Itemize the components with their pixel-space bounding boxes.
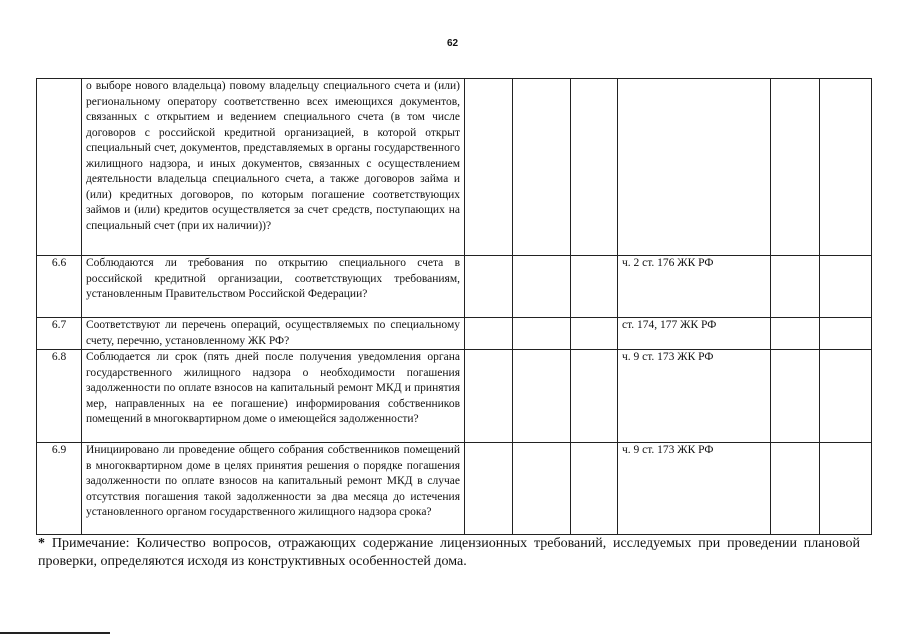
empty-cell (820, 256, 872, 318)
empty-cell (513, 256, 571, 318)
question-cell (82, 79, 465, 256)
table-row (37, 79, 872, 256)
question-cell (82, 443, 465, 535)
row-number: 6.8 (37, 350, 82, 443)
empty-cell (465, 318, 513, 350)
row-number (37, 79, 82, 256)
question-text: Инициировано ли проведение общего собрания собственников помещений в многоквартирном доме в целях принятия решения о порядке погашения задолженности по оплате взносов на капитальный ремонт МКД в случае отсутствия погашения такой задолженности за два месяца до истечения установленного органом государственного жилищного надзора срока? (86, 444, 460, 518)
empty-cell (465, 350, 513, 443)
footnote (38, 535, 860, 571)
empty-cell (465, 443, 513, 535)
footnote-marker: * (38, 536, 45, 551)
empty-cell (771, 318, 820, 350)
empty-cell (465, 79, 513, 256)
empty-cell (771, 350, 820, 443)
reference-cell: ч. 2 ст. 176 ЖК РФ (618, 256, 771, 318)
reference-cell: ст. 174, 177 ЖК РФ (618, 318, 771, 350)
empty-cell (571, 318, 618, 350)
footer-rule (0, 632, 110, 634)
row-number: 6.7 (37, 318, 82, 350)
empty-cell (771, 79, 820, 256)
table-row (37, 318, 872, 350)
question-text: Соблюдаются ли требования по открытию специального счета в российской кредитной организации, соответствующих требованиям, установленным Правительством Российской Федерации? (86, 257, 460, 300)
question-text: Соответствуют ли перечень операций, осуществляемых по специальному счету, перечню, установленному ЖК РФ? (86, 319, 460, 347)
requirements-table (36, 78, 872, 535)
empty-cell (465, 256, 513, 318)
row-number: 6.9 (37, 443, 82, 535)
question-text: Соблюдается ли срок (пять дней после получения уведомления органа государственного жилищного надзора о необходимости погашения задолженности по оплате взносов на капитальный ремонт МКД и принятия мер, направленных на ее погашение) информирования собственников помещений в многоквартирном доме о имеющейся задолженности? (86, 351, 460, 425)
empty-cell (571, 256, 618, 318)
empty-cell (571, 79, 618, 256)
question-text: о выборе нового владельца) повому владельцу специального счета и (или) региональному оператору соответственно всех имеющихся документов, связанных с открытием и ведением специального счета (в том числе договоров с российской кредитной организацией, в которой открыт специальный счет, документов, представляемых в органы государственного жилищного надзора, и иных документов, связанных с осуществлением деятельности владельца специального счета, а также договоров займа и (или) кредитных договоров, по которым погашение соответствующих займов и (или) кредитов осуществляется за счет средств, поступающих на специальный счет (при их наличии))? (86, 80, 460, 232)
reference-cell: ч. 9 ст. 173 ЖК РФ (618, 350, 771, 443)
row-number: 6.6 (37, 256, 82, 318)
empty-cell (820, 79, 872, 256)
empty-cell (571, 350, 618, 443)
table-row (37, 443, 872, 535)
reference-cell: ч. 9 ст. 173 ЖК РФ (618, 443, 771, 535)
question-cell (82, 256, 465, 318)
empty-cell (513, 318, 571, 350)
question-cell (82, 350, 465, 443)
footnote-text: Примечание: Количество вопросов, отражающих содержание лицензионных требований, исследуемых при проведении плановой проверки, определяются исходя из конструктивных особенностей дома. (38, 536, 860, 569)
empty-cell (771, 256, 820, 318)
empty-cell (513, 79, 571, 256)
empty-cell (820, 443, 872, 535)
reference-cell (618, 79, 771, 256)
empty-cell (513, 350, 571, 443)
empty-cell (820, 350, 872, 443)
question-cell (82, 318, 465, 350)
empty-cell (771, 443, 820, 535)
table-row (37, 350, 872, 443)
empty-cell (820, 318, 872, 350)
empty-cell (513, 443, 571, 535)
empty-cell (571, 443, 618, 535)
page-number: 62 (446, 38, 459, 49)
table-row (37, 256, 872, 318)
